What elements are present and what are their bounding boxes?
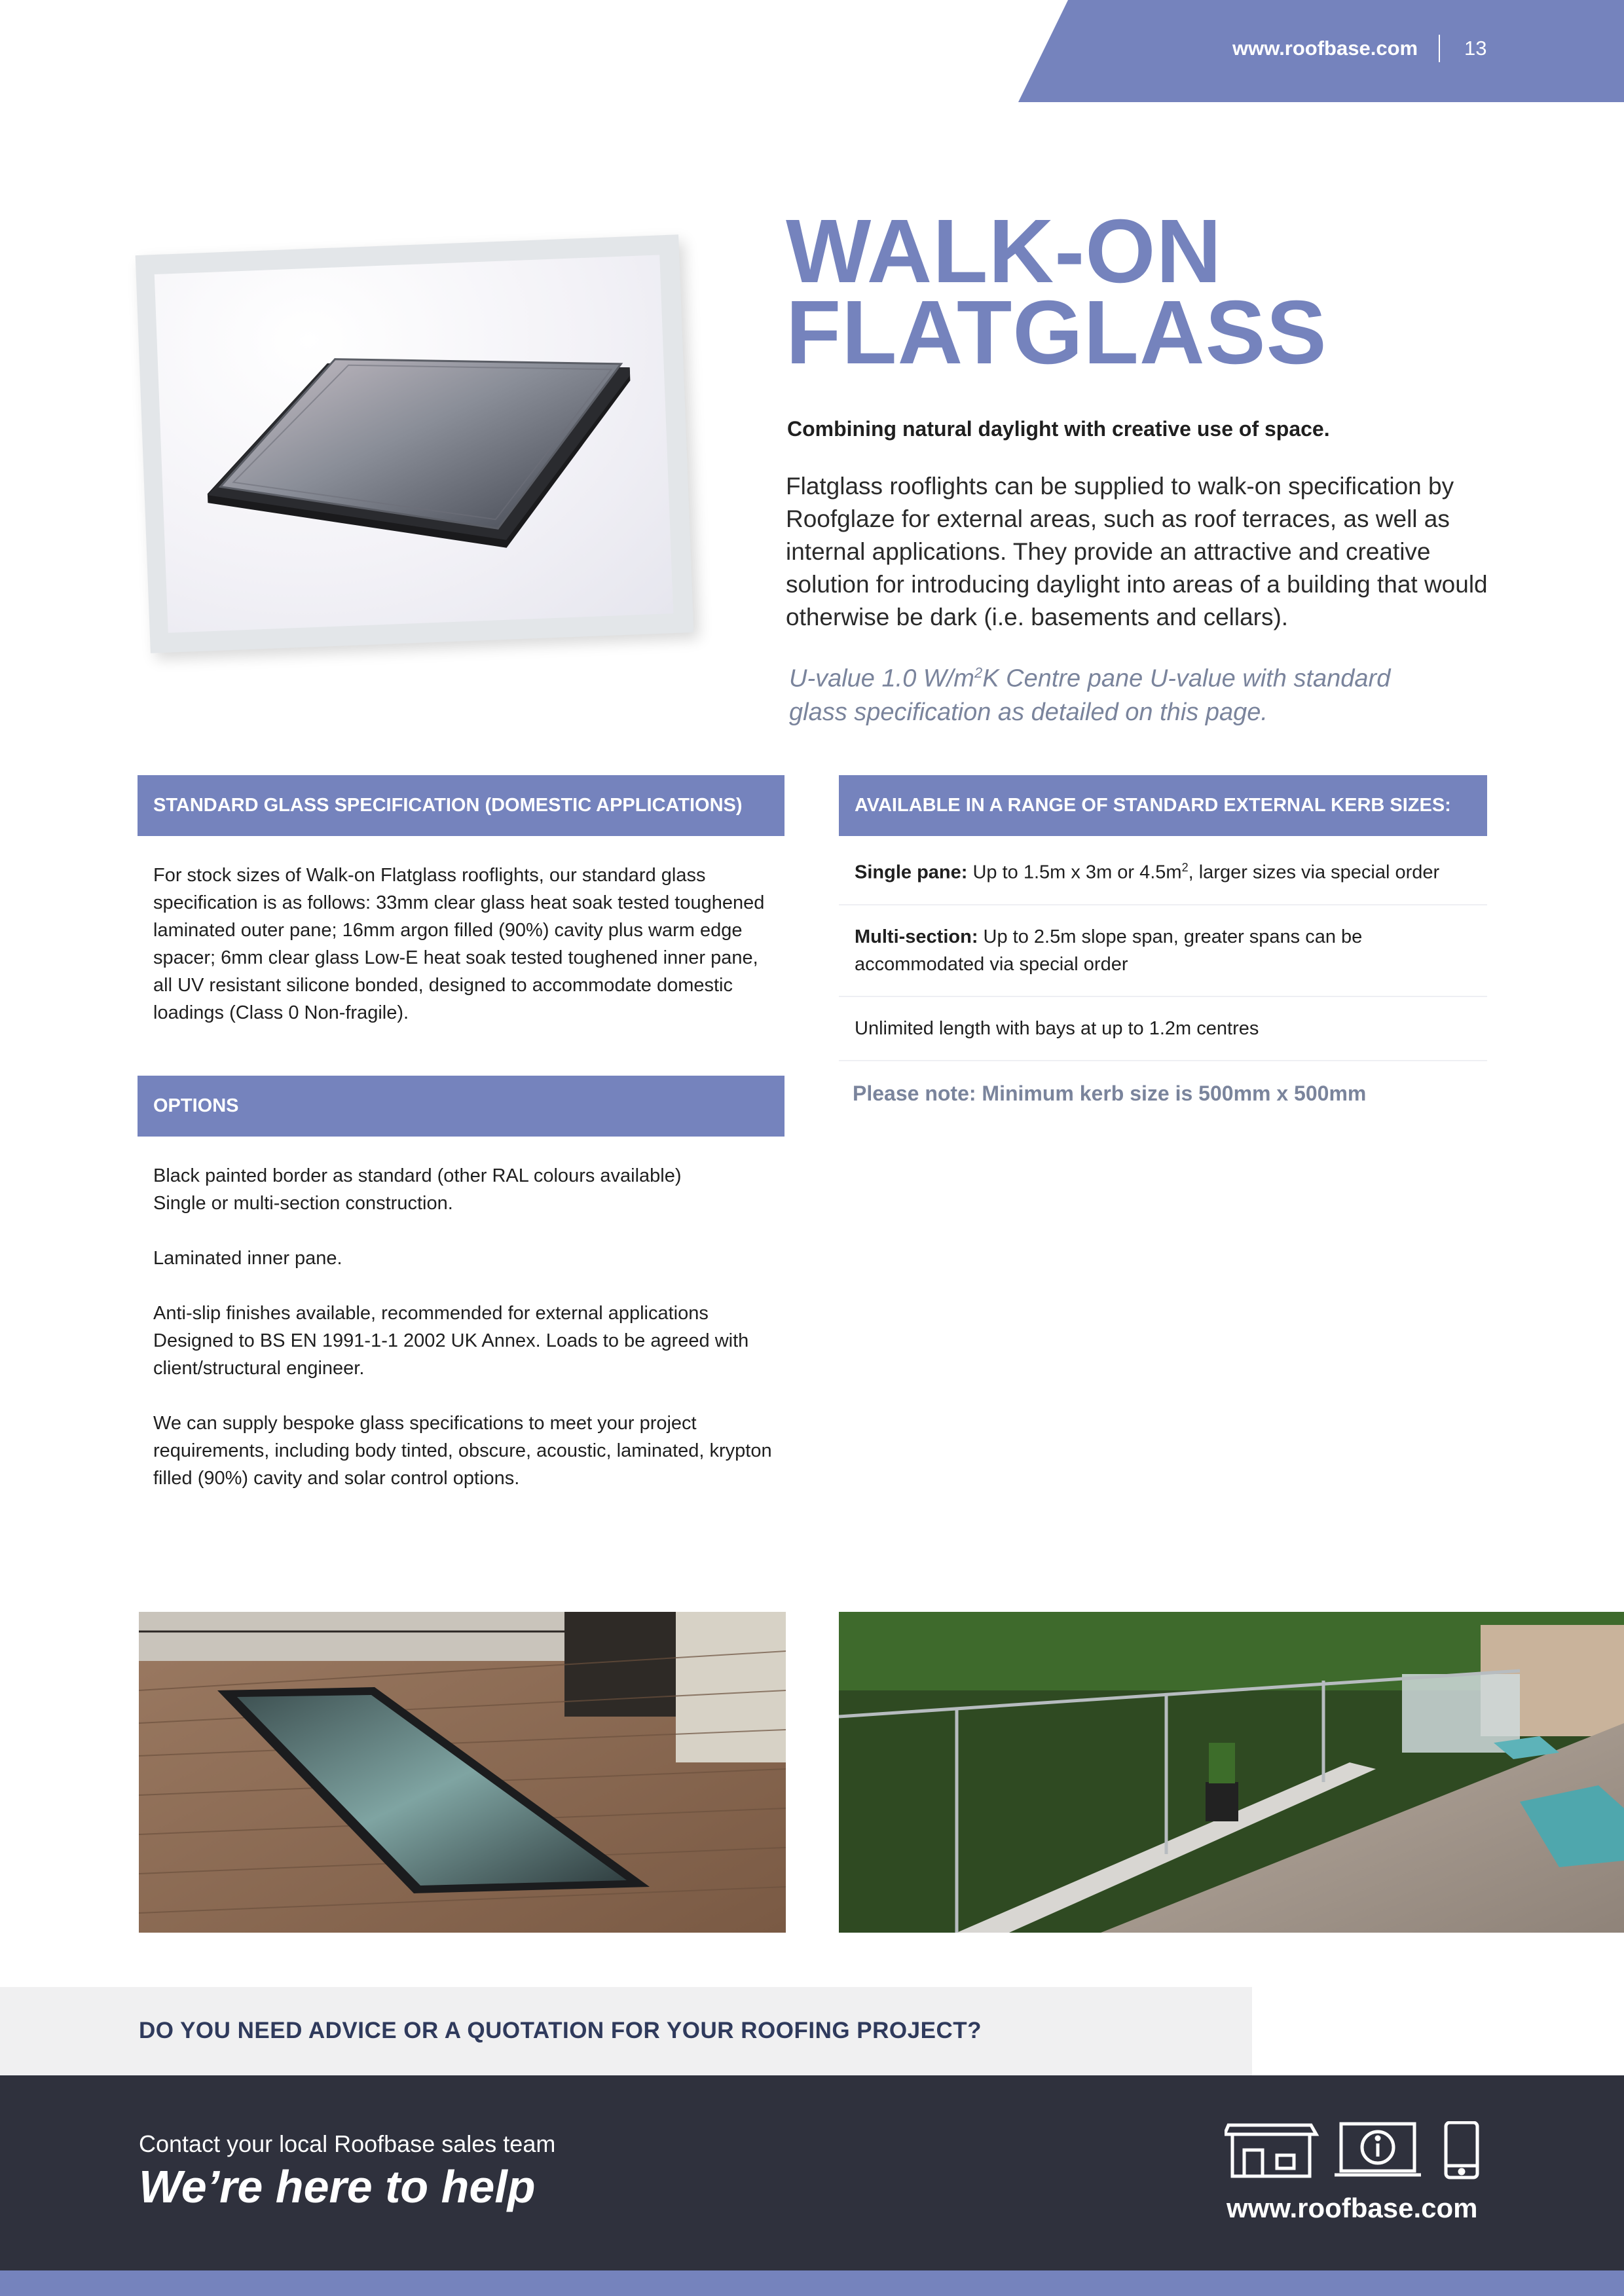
header-divider [1439, 35, 1440, 62]
kerb-item-label: Multi-section: [855, 926, 978, 947]
options-line: Single or multi-section construction. [153, 1193, 453, 1214]
footer-url-link[interactable]: www.roofbase.com [1227, 2193, 1478, 2223]
kerb-sizes-list [839, 836, 1487, 1061]
footer-heading: We’re here to help [139, 2161, 536, 2212]
options-text [153, 1162, 775, 1492]
options-line: Laminated inner pane. [153, 1248, 342, 1269]
kerb-item-text: Up to 1.5m x 3m or 4.5m [967, 862, 1182, 883]
options-spacer [153, 1382, 775, 1410]
page-number: 13 [1464, 37, 1487, 60]
options-line: Black painted border as standard (other RAL colours available) [153, 1165, 682, 1186]
footer-subheading: Contact your local Roofbase sales team [139, 2130, 556, 2157]
options-line: We can supply bespoke glass specifications to meet your project requirements, including body tinted, obscure, acoustic, laminated, krypton filled (90%) cavity and solar control options. [153, 1413, 772, 1489]
kerb-item-label: Single pane: [855, 862, 968, 883]
photo-decking-rooflight [139, 1612, 786, 1933]
u-value-statement [789, 656, 1444, 729]
mobile-icon [1446, 2123, 1477, 2178]
options-heading: OPTIONS [138, 1076, 784, 1137]
list-item [839, 905, 1487, 997]
title-line-2: FLATGLASS [786, 282, 1327, 383]
page-title [786, 201, 1327, 383]
branch-icon [1225, 2125, 1316, 2176]
product-image-frame [136, 234, 694, 653]
footer-icons [1225, 2121, 1493, 2180]
kerb-sizes-heading: AVAILABLE IN A RANGE OF STANDARD EXTERNAL KERB SIZES: [839, 775, 1487, 836]
kerb-item-superscript: 2 [1181, 861, 1189, 874]
options-line: Anti-slip finishes available, recommended for external applications [153, 1303, 709, 1324]
kerb-size-note: Please note: Minimum kerb size is 500mm x 500mm [853, 1082, 1367, 1105]
u-value-superscript: 2 [974, 665, 983, 681]
photo-roof-terrace [839, 1612, 1624, 1933]
options-spacer [153, 1217, 775, 1245]
options-line: Designed to BS EN 1991-1-1 2002 UK Annex. Loads to be agreed with client/structural engineer. [153, 1330, 749, 1379]
kerb-item-text-end: , larger sizes via special order [1188, 862, 1440, 883]
kerb-item-text: Unlimited length with bays at up to 1.2m centres [855, 1017, 1259, 1039]
title-line-1: WALK-ON [786, 201, 1223, 302]
list-item [839, 836, 1487, 905]
info-laptop-icon [1335, 2124, 1421, 2175]
kerb-item-text: Up to 2.5m slope span, greater spans can be accommodated via special order [855, 926, 1363, 975]
options-spacer [153, 1272, 775, 1300]
u-value-text-2: K Centre pane U-value with standard [982, 665, 1391, 693]
header-url-link[interactable]: www.roofbase.com [1232, 37, 1418, 60]
advice-question: DO YOU NEED ADVICE OR A QUOTATION FOR YOUR ROOFING PROJECT? [139, 2018, 982, 2043]
standard-spec-heading: STANDARD GLASS SPECIFICATION (DOMESTIC APPLICATIONS) [138, 775, 784, 836]
bottom-accent-strip [0, 2270, 1624, 2296]
u-value-text-1: U-value 1.0 W/m [789, 665, 974, 693]
intro-paragraph: Flatglass rooflights can be supplied to walk-on specification by Roofglaze for external areas, such as roof terraces, as well as internal applications. They provide an attractive and creative solution for introducing daylight into areas of a building that would otherwise be dark (i.e. basements and cellars). [786, 473, 1488, 630]
flatglass-product-image [155, 255, 673, 632]
tagline: Combining natural daylight with creative use of space. [787, 417, 1330, 441]
standard-spec-text: For stock sizes of Walk-on Flatglass rooflights, our standard glass specification is as follows: 33mm clear glass heat soak tested toughened laminated outer pane; 16mm argon filled (90%) cavity plus warm edge spacer; 6mm clear glass Low-E heat soak tested toughened inner pane, all UV resistant silicone bonded, designed to accommodate domestic loadings (Class 0 Non-fragile). [153, 865, 765, 1023]
list-item [839, 997, 1487, 1061]
u-value-text-3: glass specification as detailed on this page. [789, 698, 1268, 726]
